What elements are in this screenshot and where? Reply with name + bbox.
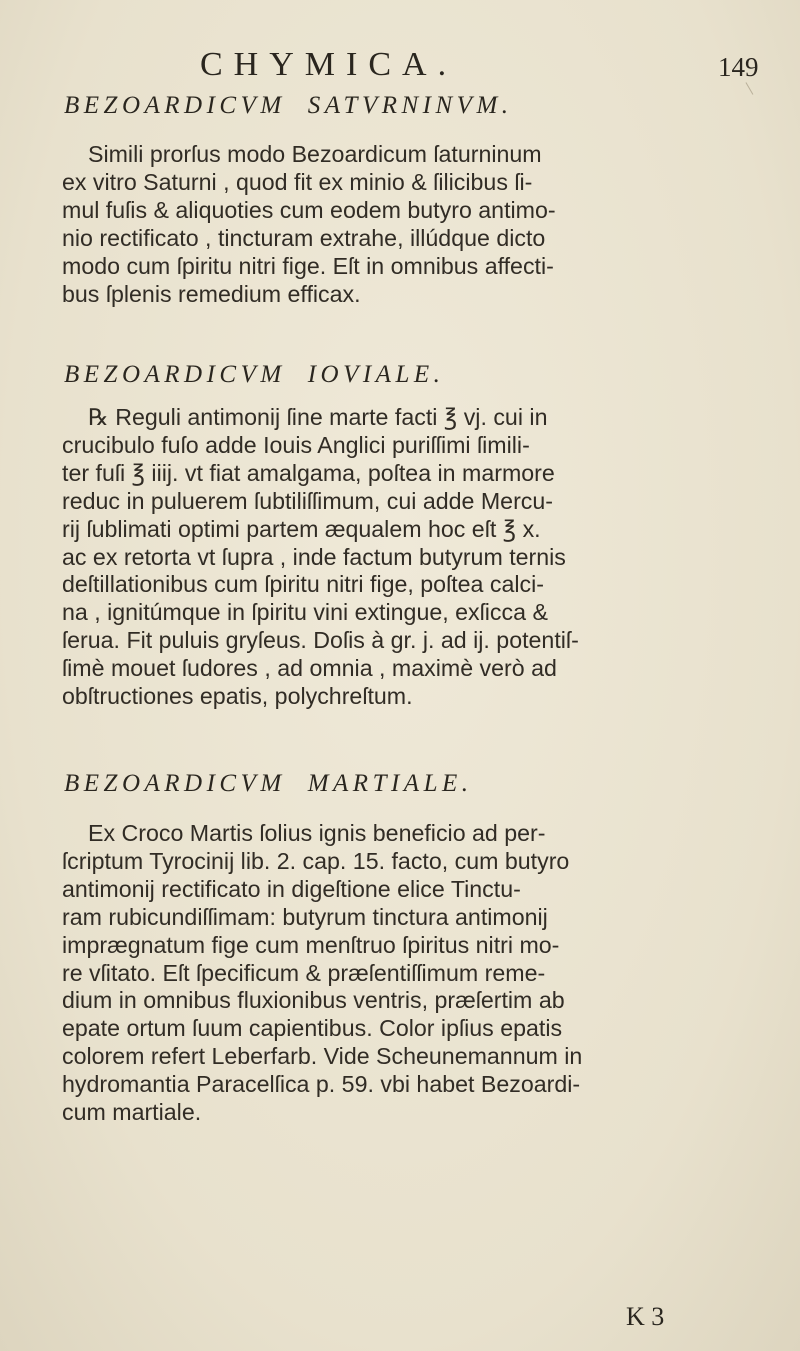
signature-mark: K 3 [626,1302,665,1331]
text-line: imprægnatum fige cum menſtruo ſpiritus nitri mo- [62,931,560,958]
text-line: re vſitato. Eſt ſpecificum & præſentiſſimum reme- [62,959,546,986]
text-line: nio rectificato , tincturam extrahe, illúdque dicto [62,224,546,251]
text-line: rij ſublimati optimi partem æqualem hoc eſt ℥ x. [62,515,541,542]
text-line: deſtillationibus cum ſpiritu nitri fige, poſtea calci- [62,571,545,598]
text-line: hydromantia Paracelſica p. 59. vbi habet Bezoardi- [62,1071,581,1098]
text-line: ſcriptum Tyrocinij lib. 2. cap. 15. facto, cum butyro [62,847,570,874]
heading-word: BEZOARDICVM [64,361,286,388]
text-line: ſimè mouet ſudores , ad omnia , maximè verò ad [62,655,557,682]
paragraph-saturninum [62,141,742,308]
paragraph-martiale [62,820,742,1127]
text-line: reduc in puluerem ſubtiliſſimum, cui adde Mercu- [62,487,554,514]
running-head [0,34,800,84]
heading-word: IOVIALE. [307,361,445,388]
text-line: antimonij rectificato in digeſtione elice Tinctu- [62,875,521,902]
heading-word: BEZOARDICVM [64,92,286,119]
text-line: ℞ Reguli antimonij ſine marte facti ℥ vj. cui in [88,404,548,430]
text-line: cum martiale. [62,1099,202,1126]
heading-word: BEZOARDICVM [64,770,286,797]
text-line: ex vitro Saturni , quod fit ex minio & ſilicibus ſi- [62,168,533,195]
section-heading-saturninum [64,92,513,120]
paragraph-ioviale [62,404,742,711]
page-number: 149 [718,52,759,82]
running-title: CHYMICA. [200,46,458,83]
section-heading-martiale [64,770,473,798]
text-line: na , ignitúmque in ſpiritu vini extingue, exſicca & [62,599,548,626]
text-line: ter fuſi ℥ iiij. vt fiat amalgama, poſtea in marmore [62,459,555,486]
text-line: ac ex retorta vt ſupra , inde factum butyrum ternis [62,543,566,570]
text-line: Simili prorſus modo Bezoardicum ſaturninum [88,141,542,167]
text-line: colorem refert Leberfarb. Vide Scheunemannum in [62,1043,583,1070]
text-line: dium in omnibus fluxionibus ventris, præſertim ab [62,987,565,1014]
text-line: ram rubicundiſſimam: butyrum tinctura antimonij [62,903,548,930]
heading-word: MARTIALE. [307,770,473,797]
text-line: Ex Croco Martis ſolius ignis beneficio ad per- [88,820,546,846]
text-line: bus ſplenis remedium efficax. [62,280,361,307]
heading-word: SATVRNINVM. [307,92,513,119]
text-line: ſerua. Fit puluis gryſeus. Doſis à gr. j. ad ij. potentiſ- [62,627,579,654]
section-heading-ioviale [64,361,444,389]
text-line: modo cum ſpiritu nitri fige. Eſt in omnibus affecti- [62,252,554,279]
text-line: crucibulo fuſo adde Iouis Anglici puriſſimi ſimili- [62,431,530,458]
text-line: mul fuſis & aliquoties cum eodem butyro antimo- [62,196,556,223]
text-line: obſtructiones epatis, polychreſtum. [62,683,413,710]
text-line: epate ortum ſuum capientibus. Color ipſius epatis [62,1015,563,1042]
